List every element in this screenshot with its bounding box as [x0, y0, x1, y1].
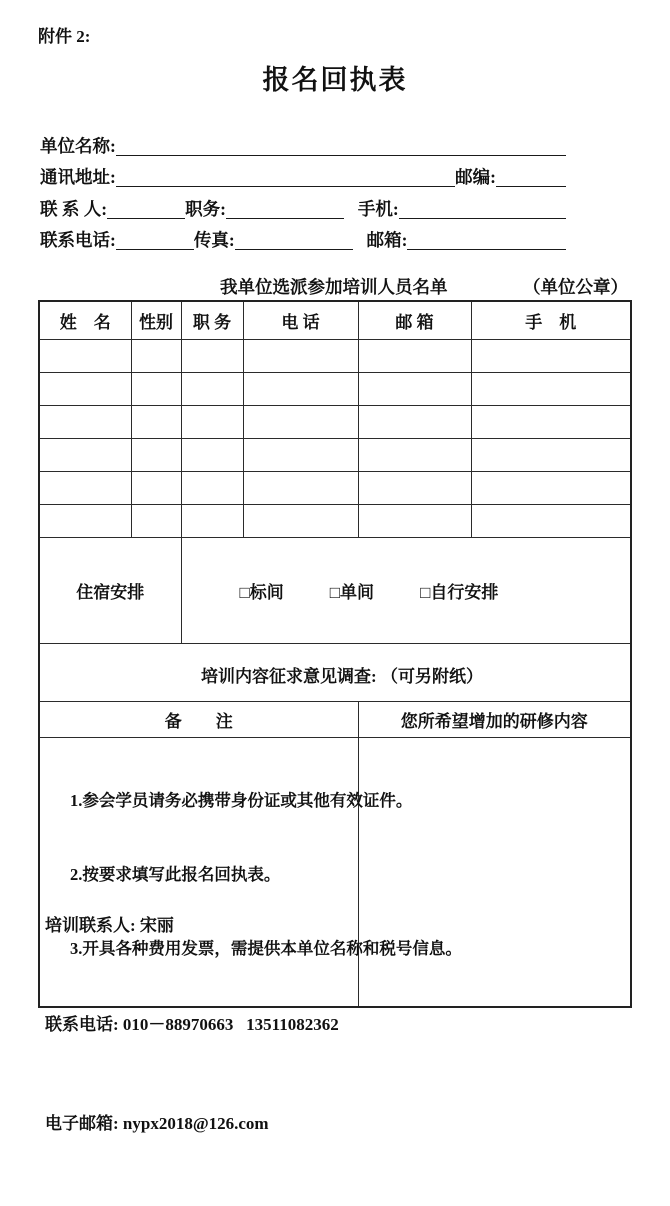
contact-phone-line: 联系电话: 010－88970663 13511082362	[45, 1015, 339, 1034]
wishes-header: 您所希望增加的研修内容	[358, 701, 631, 737]
checkbox-self-arranged: □自行安排	[420, 582, 499, 602]
header-gender: 性别	[131, 301, 181, 339]
document-title: 报名回执表	[262, 65, 408, 95]
empty-cell	[243, 438, 358, 471]
empty-cell	[39, 372, 131, 405]
training-contact-line: 培训联系人: 宋丽	[45, 916, 174, 935]
empty-cell	[181, 405, 243, 438]
wishes-content-empty	[358, 737, 631, 1007]
empty-cell	[131, 372, 181, 405]
contact-person-label: 联 系 人:	[40, 198, 108, 219]
address-blank-line	[116, 170, 455, 188]
empty-cell	[358, 471, 471, 504]
position-label: 职务:	[185, 198, 226, 219]
roster-empty-row	[39, 372, 631, 405]
mobile-label: 手机:	[357, 198, 399, 219]
phone-blank-line	[116, 233, 194, 251]
empty-cell	[471, 372, 631, 405]
header-phone: 电 话	[243, 301, 358, 339]
header-name: 姓 名	[39, 301, 131, 339]
header-mobile: 手 机	[471, 301, 631, 339]
roster-caption-row	[38, 274, 630, 299]
empty-cell	[181, 504, 243, 537]
empty-cell	[39, 405, 131, 438]
email-label: 邮箱:	[366, 230, 408, 250]
empty-cell	[39, 438, 131, 471]
empty-cell	[471, 504, 631, 537]
empty-cell	[243, 405, 358, 438]
roster-caption: 我单位选派参加培训人员名单	[220, 277, 448, 297]
empty-cell	[243, 339, 358, 372]
empty-cell	[181, 372, 243, 405]
unit-name-blank-line	[116, 138, 566, 156]
empty-cell	[181, 339, 243, 372]
contact-person-blank-line	[107, 201, 185, 219]
email-blank-line	[407, 233, 566, 251]
accommodation-label: 住宿安排	[39, 537, 181, 643]
roster-empty-row	[39, 339, 631, 372]
contact-person-row	[40, 191, 566, 223]
remarks-header-row	[39, 701, 631, 737]
empty-cell	[131, 504, 181, 537]
empty-cell	[39, 339, 131, 372]
empty-cell	[358, 339, 471, 372]
empty-cell	[358, 438, 471, 471]
empty-cell	[471, 405, 631, 438]
empty-cell	[358, 372, 471, 405]
checkbox-standard-room: □标间	[239, 582, 284, 602]
empty-cell	[131, 405, 181, 438]
remark-item-3: 3.开具各种费用发票，需提供本单位名称和税号信息。	[70, 938, 462, 958]
accommodation-row	[39, 537, 631, 643]
remark-item-1: 1.参会学员请务必携带身份证或其他有效证件。	[70, 790, 413, 810]
unit-name-label: 单位名称:	[40, 135, 116, 156]
address-row	[40, 160, 566, 192]
unit-name-row	[40, 128, 566, 160]
empty-cell	[358, 405, 471, 438]
remarks-header: 备 注	[39, 701, 358, 737]
roster-empty-row	[39, 438, 631, 471]
roster-empty-row	[39, 504, 631, 537]
fax-blank-line	[235, 233, 353, 251]
empty-cell	[358, 504, 471, 537]
checkbox-single-room: □单间	[329, 582, 375, 602]
empty-cell	[39, 471, 131, 504]
empty-cell	[471, 438, 631, 471]
empty-cell	[243, 504, 358, 537]
empty-cell	[243, 471, 358, 504]
address-label: 通讯地址:	[40, 167, 116, 187]
postcode-blank-line	[496, 170, 566, 188]
seal-note: （单位公章）	[523, 277, 628, 297]
phone-row	[40, 223, 566, 255]
attachment-label: 附件 2:	[38, 27, 91, 46]
fax-label: 传真:	[193, 230, 235, 250]
roster-empty-row	[39, 471, 631, 504]
phone-label: 联系电话:	[40, 230, 116, 250]
position-blank-line	[226, 201, 344, 219]
header-form	[40, 128, 566, 254]
contact-email-line: 电子邮箱: nypx2018@126.com	[45, 1114, 269, 1133]
roster-empty-row	[39, 405, 631, 438]
roster-header-row	[39, 301, 631, 339]
postcode-label: 邮编:	[455, 167, 496, 187]
empty-cell	[471, 471, 631, 504]
footer-contact-block	[45, 843, 339, 1206]
survey-row	[39, 643, 631, 701]
header-position: 职 务	[181, 301, 243, 339]
mobile-blank-line	[399, 201, 566, 219]
empty-cell	[131, 471, 181, 504]
empty-cell	[131, 438, 181, 471]
header-email: 邮 箱	[358, 301, 471, 339]
empty-cell	[131, 339, 181, 372]
empty-cell	[181, 438, 243, 471]
survey-label: 培训内容征求意见调查: （可另附纸）	[39, 643, 631, 701]
accommodation-options	[181, 537, 631, 643]
empty-cell	[181, 471, 243, 504]
remark-item-2: 2.按要求填写此报名回执表。	[70, 864, 281, 884]
empty-cell	[243, 372, 358, 405]
empty-cell	[471, 339, 631, 372]
empty-cell	[39, 504, 131, 537]
